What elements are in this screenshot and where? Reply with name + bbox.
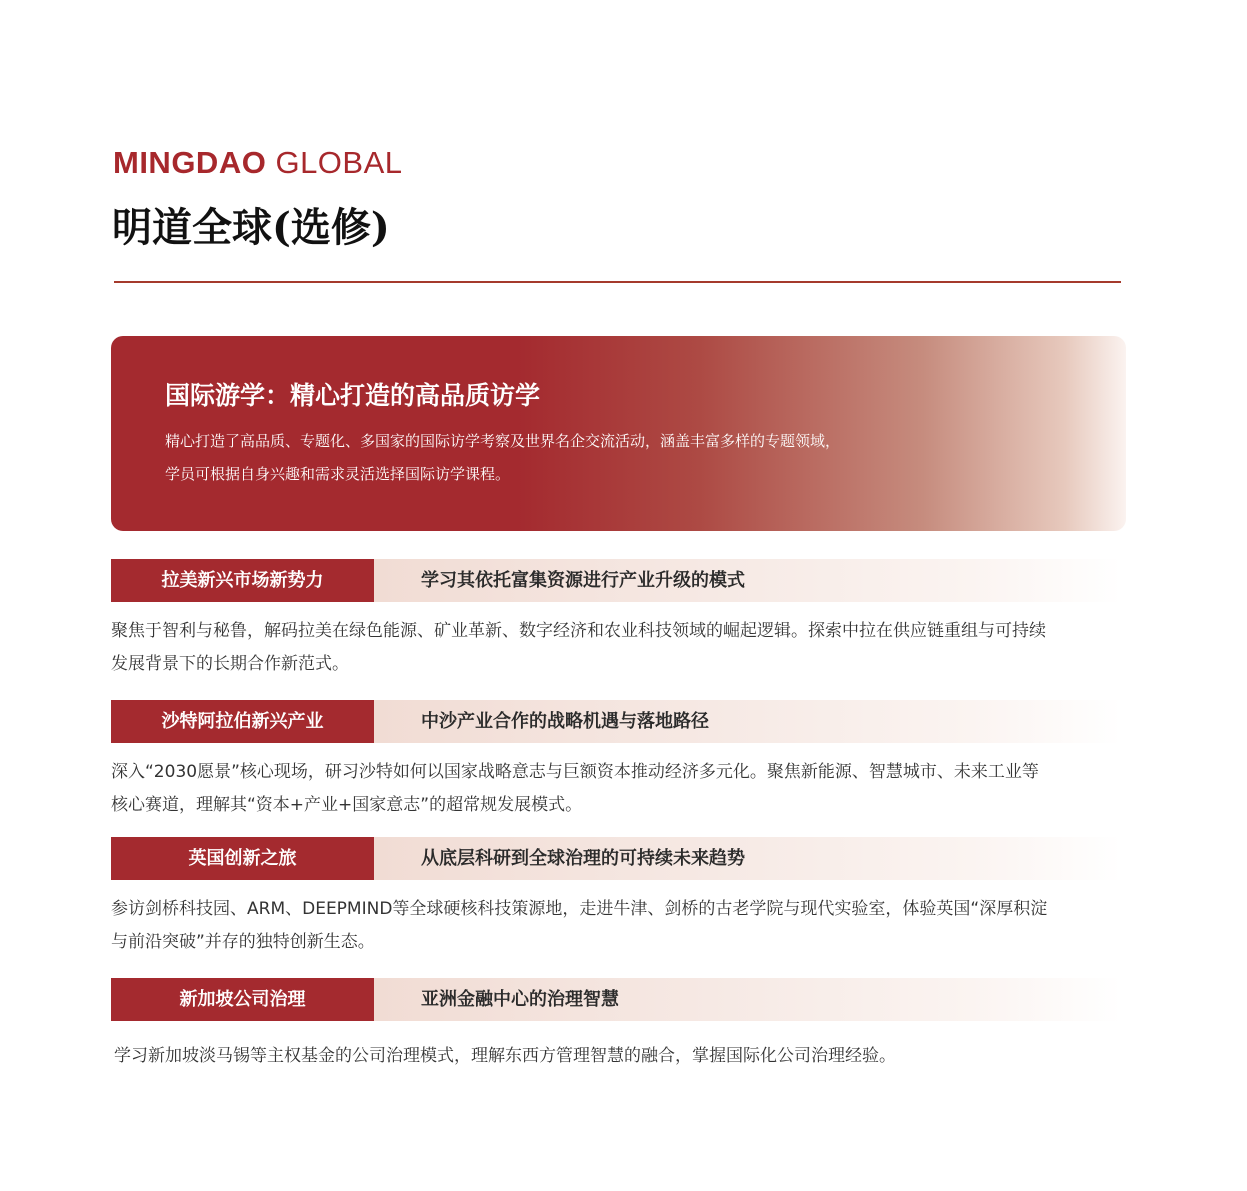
program-header	[111, 700, 1121, 743]
page-title: 明道全球(选修)	[112, 204, 390, 251]
program-description-line: 深入“2030愿景”核心现场，研习沙特如何以国家战略意志与巨额资本推动经济多元化。聚焦新能源、智慧城市、未来工业等	[111, 762, 1039, 782]
program-tag: 英国创新之旅	[111, 837, 374, 880]
program-subtitle-bar	[374, 559, 1121, 602]
program-tag: 拉美新兴市场新势力	[111, 559, 374, 602]
program-subtitle: 亚洲金融中心的治理智慧	[421, 989, 619, 1010]
program-subtitle-bar	[374, 978, 1121, 1021]
program-description	[111, 615, 1121, 681]
program-description-line: 学习新加坡淡马锡等主权基金的公司治理模式，理解东西方管理智慧的融合，掌握国际化公司治理经验。	[114, 1046, 896, 1066]
intro-banner	[111, 336, 1126, 531]
program-subtitle: 学习其依托富集资源进行产业升级的模式	[421, 570, 745, 591]
program-subtitle-bar	[374, 837, 1121, 880]
program-description-line: 发展背景下的长期合作新范式。	[111, 654, 349, 674]
program-description-line: 参访剑桥科技园、ARM、DEEPMIND等全球硬核科技策源地，走进牛津、剑桥的古老学院与现代实验室，体验英国“深厚积淀	[111, 899, 1048, 919]
program-subtitle: 中沙产业合作的战略机遇与落地路径	[421, 711, 709, 732]
program-description	[111, 893, 1121, 959]
program-header	[111, 837, 1121, 880]
program-description-line: 聚焦于智利与秘鲁，解码拉美在绿色能源、矿业革新、数字经济和农业科技领域的崛起逻辑。探索中拉在供应链重组与可持续	[111, 621, 1046, 641]
program-subtitle-bar	[374, 700, 1121, 743]
program-header	[111, 978, 1121, 1021]
program-tag: 新加坡公司治理	[111, 978, 374, 1021]
program-section-saudi	[111, 700, 1121, 822]
program-description-line: 与前沿突破”并存的独特创新生态。	[111, 932, 375, 952]
program-description	[111, 756, 1121, 822]
brand-logo-text	[113, 144, 403, 182]
program-section-uk	[111, 837, 1121, 959]
program-section-singapore	[111, 978, 1121, 1073]
program-tag: 沙特阿拉伯新兴产业	[111, 700, 374, 743]
program-description-line: 核心赛道，理解其“资本+产业+国家意志”的超常规发展模式。	[111, 795, 583, 815]
intro-banner-text: 学员可根据自身兴趣和需求灵活选择国际访学课程。	[165, 465, 511, 483]
intro-banner-title: 国际游学：精心打造的高品质访学	[165, 381, 541, 410]
brand-name-strong: MINGDAO	[113, 145, 267, 180]
title-divider	[114, 281, 1121, 283]
program-header	[111, 559, 1121, 602]
intro-banner-text: 精心打造了高品质、专题化、多国家的国际访学考察及世界名企交流活动，涵盖丰富多样的专题领域，	[165, 432, 841, 450]
brand-name-light: GLOBAL	[275, 145, 403, 180]
program-description	[111, 1040, 1121, 1073]
program-subtitle: 从底层科研到全球治理的可持续未来趋势	[421, 848, 745, 869]
program-section-latam	[111, 559, 1121, 681]
